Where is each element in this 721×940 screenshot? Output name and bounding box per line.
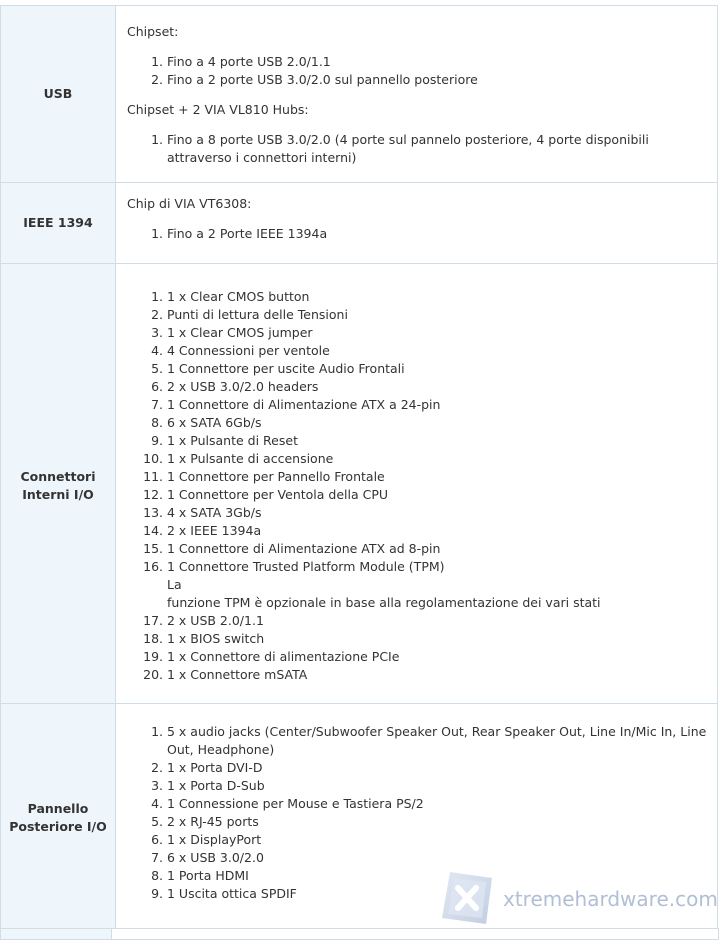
list-item: 14. 2 x IEEE 1394a <box>167 522 707 540</box>
list-item: 11. 1 Connettore per Pannello Frontale <box>167 468 707 486</box>
list-item-text: 1 Connettore Trusted Platform Module (TPM) <box>167 558 445 574</box>
list-item: 1. 1 x Clear CMOS button <box>167 288 707 306</box>
list-item: 2. 1 x Porta DVI-D <box>167 759 707 777</box>
spec-row-ieee1394 <box>1 183 718 264</box>
item-list <box>127 131 707 167</box>
label-text: USB <box>43 86 73 101</box>
group-heading: Chip di VIA VT6308: <box>127 196 252 211</box>
list-item: 17. 2 x USB 2.0/1.1 <box>167 612 707 630</box>
list-item: 8. 6 x SATA 6Gb/s <box>167 414 707 432</box>
list-item: 12. 1 Connettore per Ventola della CPU <box>167 486 707 504</box>
row-label <box>1 264 116 704</box>
x-logo-icon <box>436 868 496 928</box>
watermark-text: xtremehardware.com <box>503 887 718 911</box>
list-item: 6. 2 x USB 3.0/2.0 headers <box>167 378 707 396</box>
row-content <box>116 6 718 183</box>
list-item: 20. 1 x Connettore mSATA <box>167 666 707 684</box>
item-list <box>127 225 707 243</box>
list-item: 18. 1 x BIOS switch <box>167 630 707 648</box>
group-heading: Chipset: <box>127 24 179 39</box>
list-item: 7. 1 Connettore di Alimentazione ATX a 24-pin <box>167 396 707 414</box>
row-label <box>1 704 116 929</box>
spec-row-internal-io <box>1 264 718 704</box>
list-item: 2. Punti di lettura delle Tensioni <box>167 306 707 324</box>
list-item: 5. 1 Connettore per uscite Audio Frontali <box>167 360 707 378</box>
list-item: 4. 4 Connessioni per ventole <box>167 342 707 360</box>
next-row-label-cell <box>1 929 112 939</box>
list-item: 9. 1 x Pulsante di Reset <box>167 432 707 450</box>
row-label <box>1 183 116 264</box>
list-item: 7. 6 x USB 3.0/2.0 <box>167 849 707 867</box>
list-item: 1. Fino a 2 Porte IEEE 1394a <box>167 225 707 243</box>
watermark <box>436 868 718 932</box>
list-item: 9. 1 Uscita ottica SPDIF <box>167 885 707 903</box>
list-item: 13. 4 x SATA 3Gb/s <box>167 504 707 522</box>
list-item: 1. Fino a 8 porte USB 3.0/2.0 (4 porte sul pannelo posteriore, 4 porte disponibili attraverso i connettori interni) <box>167 131 707 167</box>
label-text: Connettori Interni I/O <box>20 468 96 502</box>
spec-row-usb <box>1 6 718 183</box>
list-item: 5. 2 x RJ-45 ports <box>167 813 707 831</box>
list-item: 2. Fino a 2 porte USB 3.0/2.0 sul pannello posteriore <box>167 71 707 89</box>
list-item: 10. 1 x Pulsante di accensione <box>167 450 707 468</box>
item-list <box>127 53 707 89</box>
group-heading: Chipset + 2 VIA VL810 Hubs: <box>127 102 309 117</box>
list-item: 4. 1 Connessione per Mouse e Tastiera PS/2 <box>167 795 707 813</box>
list-item: 1. Fino a 4 porte USB 2.0/1.1 <box>167 53 707 71</box>
list-item: 6. 1 x DisplayPort <box>167 831 707 849</box>
list-item <box>167 558 707 612</box>
row-content <box>116 264 718 704</box>
item-list <box>127 288 707 684</box>
row-content <box>116 183 718 264</box>
list-item: 19. 1 x Connettore di alimentazione PCIe <box>167 648 707 666</box>
row-label <box>1 6 116 183</box>
label-text: Pannello Posteriore I/O <box>9 801 107 834</box>
tpm-note-line1: La <box>167 576 182 592</box>
list-item: 3. 1 x Clear CMOS jumper <box>167 324 707 342</box>
list-item: 3. 1 x Porta D-Sub <box>167 777 707 795</box>
list-item: 8. 1 Porta HDMI <box>167 867 707 885</box>
label-text: IEEE 1394 <box>23 215 93 230</box>
list-item: 15. 1 Connettore di Alimentazione ATX ad 8-pin <box>167 540 707 558</box>
list-item: 1. 5 x audio jacks (Center/Subwoofer Speaker Out, Rear Speaker Out, Line In/Mic In, Line Out, Headphone) <box>167 723 707 759</box>
tpm-note-line2: funzione TPM è opzionale in base alla regolamentazione dei vari stati <box>167 594 601 610</box>
spec-table <box>0 5 718 929</box>
